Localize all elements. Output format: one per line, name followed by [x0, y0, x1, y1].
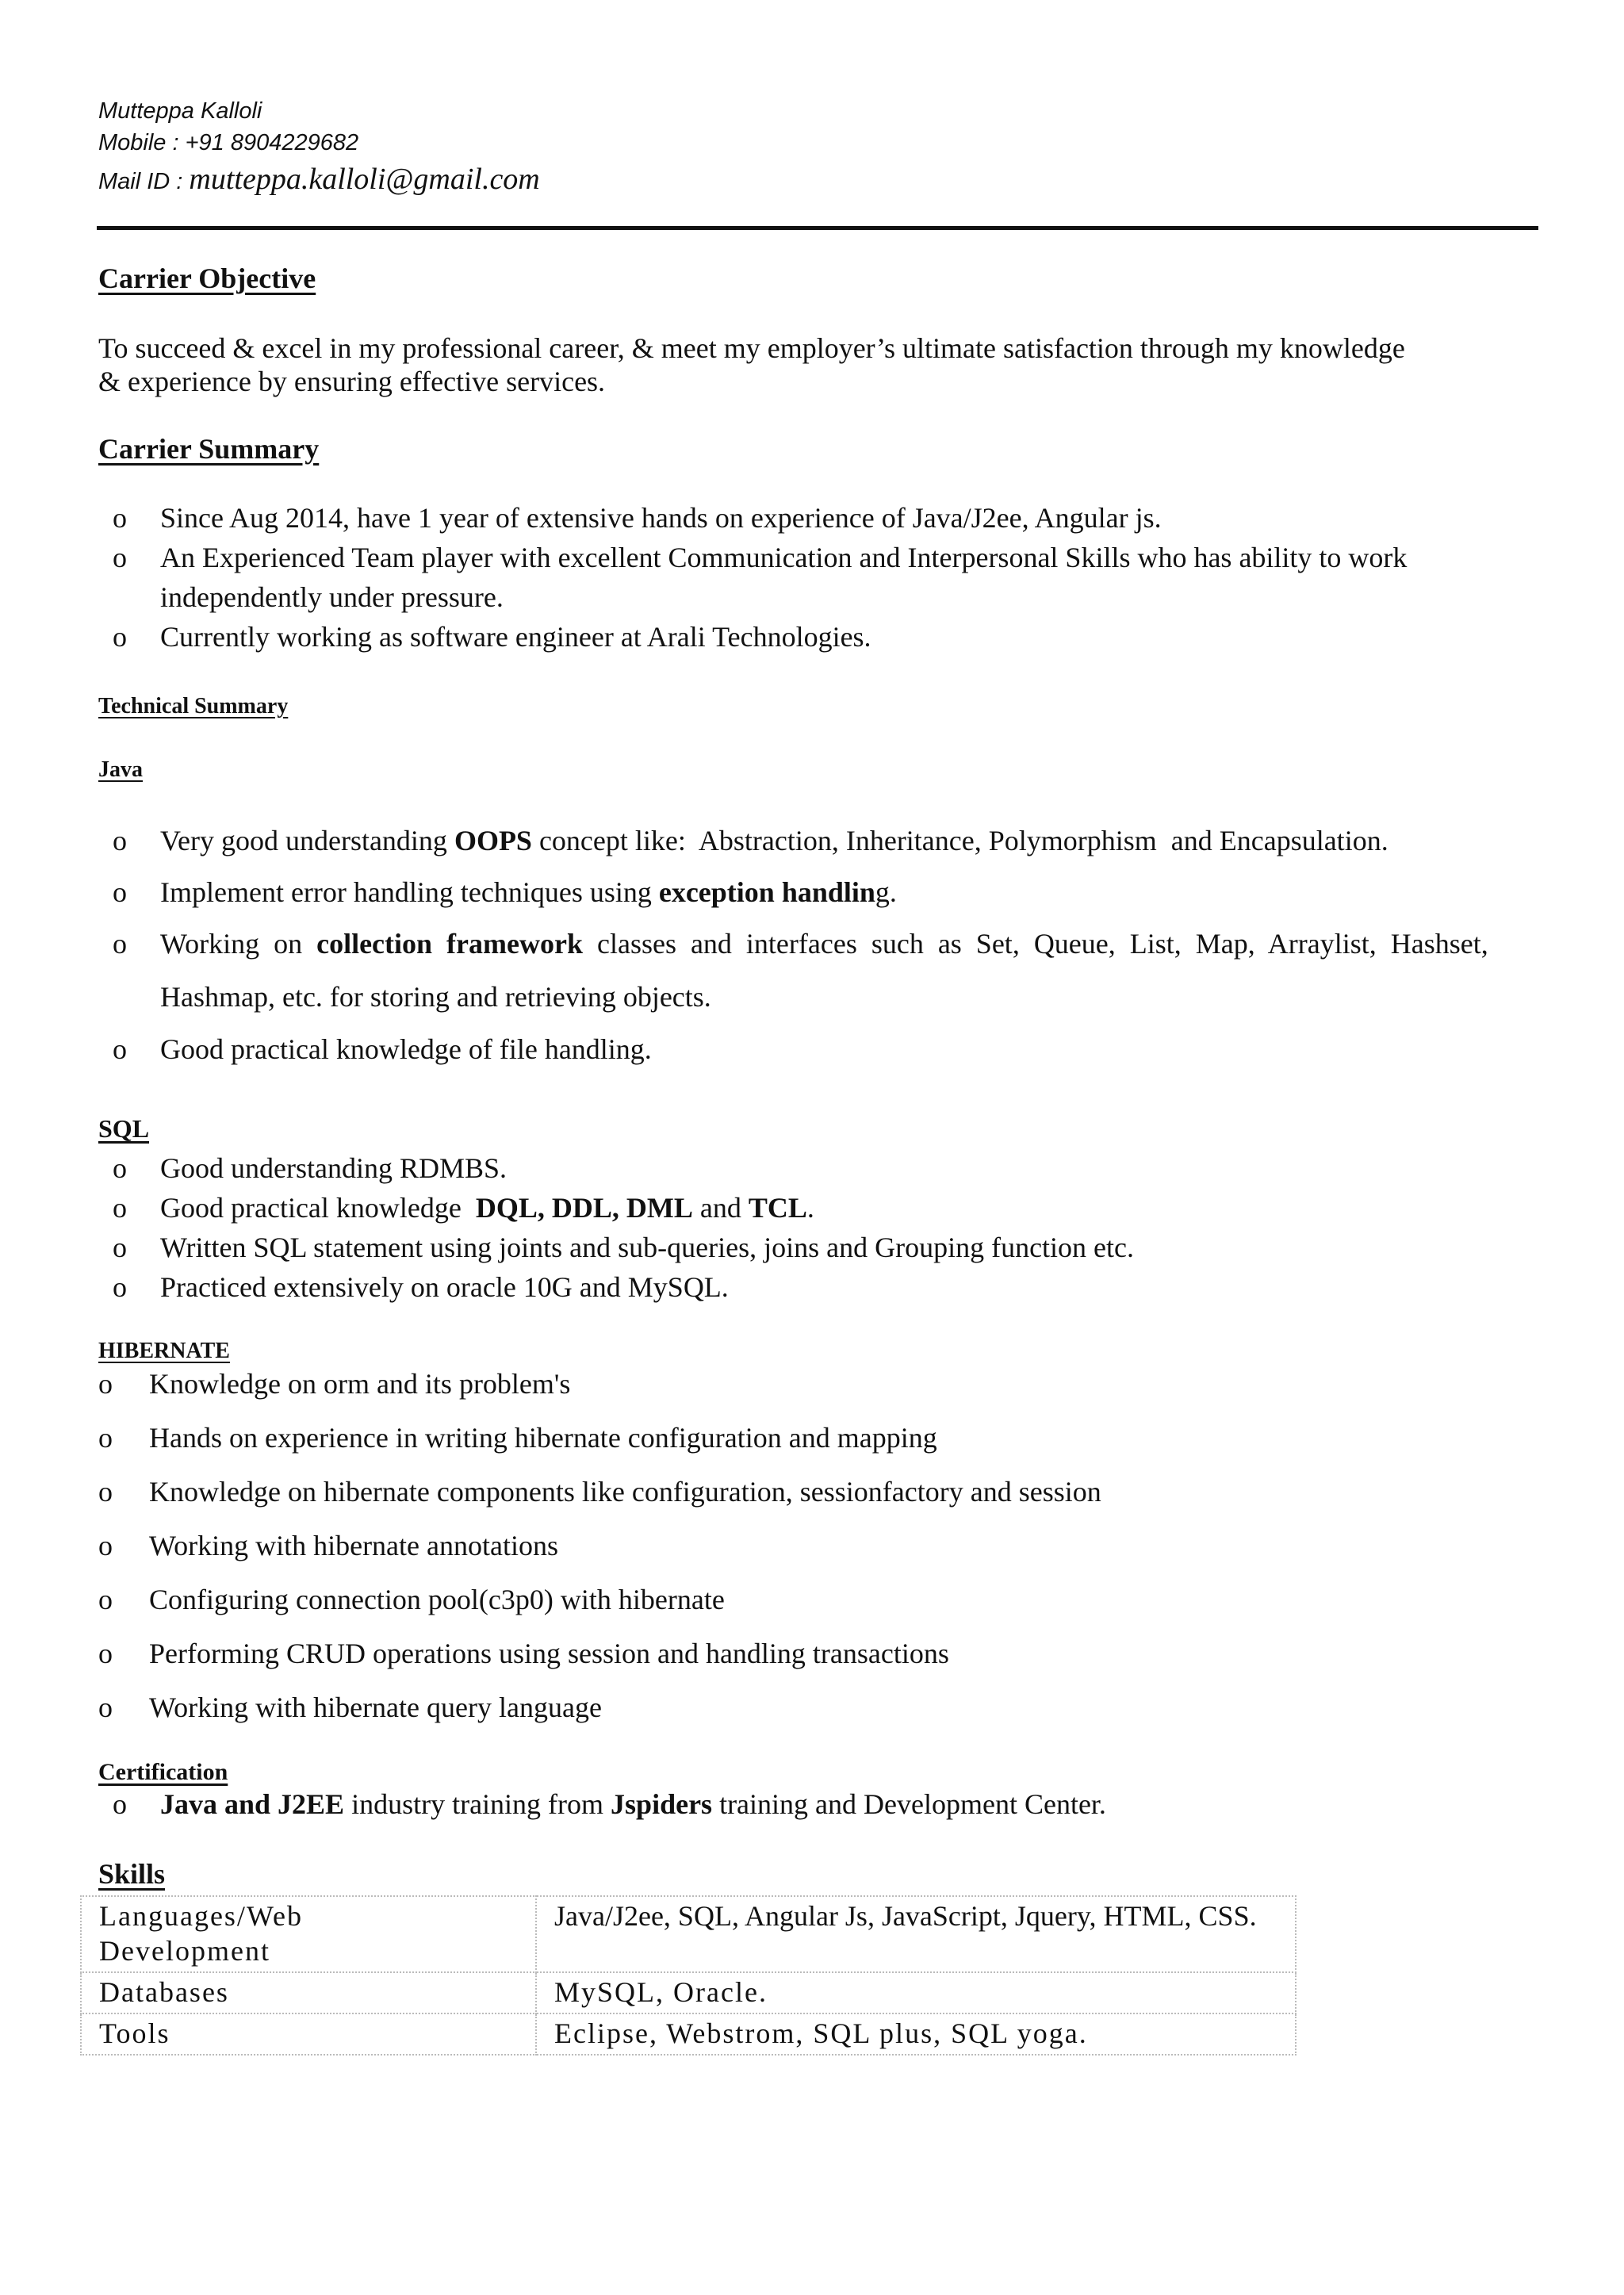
bullet-icon: o — [113, 1033, 127, 1065]
skill-category: Languages/Web Development — [81, 1896, 536, 1972]
mail-line — [98, 162, 540, 197]
bullet-icon: o — [98, 1584, 113, 1615]
java-heading: Java — [98, 757, 143, 782]
bullet-icon: o — [113, 825, 127, 856]
bullet-icon: o — [113, 928, 127, 960]
bullet-icon: o — [113, 542, 127, 573]
skill-values: Eclipse, Webstrom, SQL plus, SQL yoga. — [536, 2013, 1296, 2055]
objective-heading: Carrier Objective — [98, 262, 316, 294]
candidate-name: Mutteppa Kalloli — [98, 98, 262, 124]
objective-line-1: To succeed & excel in my professional career, & meet my employer’s ultimate satisfaction through my knowledge — [98, 332, 1405, 364]
skills-heading: Skills — [98, 1858, 166, 1890]
bullet-icon: o — [98, 1422, 113, 1454]
bullet-icon: o — [113, 1152, 127, 1184]
bullet-icon: o — [98, 1476, 113, 1508]
bullet-icon: o — [113, 502, 127, 534]
bullet-icon: o — [98, 1530, 113, 1561]
skill-category: Databases — [81, 1972, 536, 2013]
bullet-icon: o — [113, 1232, 127, 1263]
header-divider — [97, 226, 1538, 230]
resume-page: Mutteppa Kalloli Mobile : +91 8904229682 Mail ID : mutteppa.kalloli@gmail.com Carrier Objective To succeed & excel in my professional career, & meet my employer’s ultimate satisfaction through my knowledge & experience by ensuring effective services. Carrier Summary o Since Aug 2014, have 1 year of extensive hands on experience of Java/J2ee, Angular js. o An Experienced Team player with excellent Communication and Interpersonal Skills who has ability to work independently under pressure. o Currently working as software engineer at Arali Technologies. Technical Summary Java o Very good understanding OOPS concept like: Abstraction, Inheritance, Polymorphism and Encapsulation. o Implement error handling techniques using exception handling. o Working on collection framework classes and interfaces such as Set, Queue, List, Map, Arraylist, Hashset, Hashmap, etc. for storing and retrieving objects. o Good practical knowledge of file handling. SQL o Good understanding RDMBS. o Good practical knowledge DQL, DDL, DML and TCL. o Written SQL statement using joints and sub-queries, joins and Grouping function etc. o Practiced extensively on oracle 10G and MySQL. HIBERNATE o Knowledge on orm and its problem's o Hands on experience in writing hibernate configuration and mapping o Knowledge on hibernate components like configuration, sessionfactory and session o Working with hibernate annotations o Configuring connection pool(c3p0) with hibernate o Performing CRUD operations using session and handling transactions o Working with hibernate query language Certification o Java and J2EE industry training from Jspiders training and Development Center. Skills Languages/Web Development Java/J2ee, SQL, Angular Js, JavaScript, Jquery, HTML, CSS. Databases MySQL, Oracle. Tools Eclipse, Webstrom, SQL plus, SQL yoga. — [0, 0, 1624, 2295]
sql-heading: SQL — [98, 1114, 150, 1143]
bullet-icon: o — [98, 1368, 113, 1400]
bullet-icon: o — [98, 1638, 113, 1669]
table-row — [81, 1896, 1296, 1972]
bullet-icon: o — [113, 1192, 127, 1224]
table-row — [81, 2013, 1296, 2055]
table-row — [81, 1972, 1296, 2013]
bullet-icon: o — [113, 876, 127, 908]
summary-heading: Carrier Summary — [98, 433, 320, 465]
skill-values: Java/J2ee, SQL, Angular Js, JavaScript, Jquery, HTML, CSS. — [536, 1896, 1296, 1972]
bullet-icon: o — [98, 1692, 113, 1723]
hibernate-heading: HIBERNATE — [98, 1339, 230, 1363]
mobile-number: Mobile : +91 8904229682 — [98, 130, 359, 155]
skills-table — [80, 1895, 1297, 2056]
skill-values: MySQL, Oracle. — [536, 1972, 1296, 2013]
bullet-icon: o — [113, 1271, 127, 1303]
mail-address: mutteppa.kalloli@gmail.com — [189, 163, 540, 196]
mail-label: Mail ID : — [98, 169, 190, 194]
technical-summary-heading: Technical Summary — [98, 694, 289, 718]
bullet-icon: o — [113, 621, 127, 653]
objective-line-2: & experience by ensuring effective services. — [98, 366, 606, 397]
bullet-icon: o — [113, 1788, 127, 1820]
certification-heading: Certification — [98, 1759, 228, 1785]
skill-category: Tools — [81, 2013, 536, 2055]
